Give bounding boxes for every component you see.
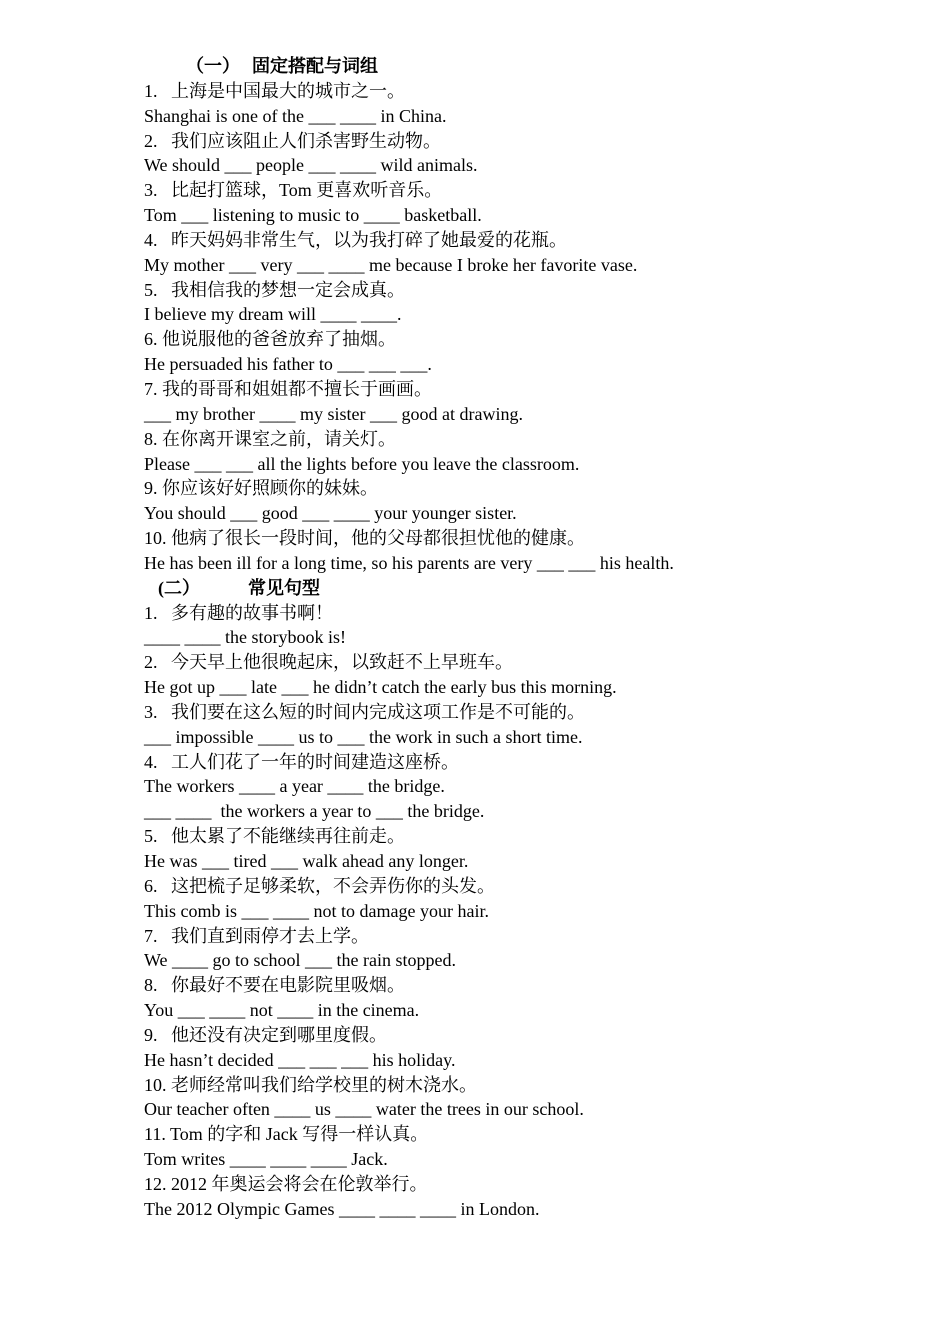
text-line: The 2012 Olympic Games ____ ____ ____ in London. <box>144 1198 540 1219</box>
text-line: We ____ go to school ___ the rain stopped. <box>144 950 457 971</box>
text-line: The workers ____ a year ____ the bridge. <box>144 776 445 797</box>
text-line: 4. 昨天妈妈非常生气，以为我打碎了她最爱的花瓶。 <box>144 229 567 250</box>
text-line: He hasn’t decided ___ ___ ___ his holiday. <box>144 1049 456 1070</box>
text-line: 5. 他太累了不能继续再往前走。 <box>144 826 405 847</box>
section-2-heading <box>144 576 844 601</box>
text-line: 4. 工人们花了一年的时间建造这座桥。 <box>144 751 459 772</box>
text-line: This comb is ___ ____ not to damage your hair. <box>144 900 489 921</box>
section-2-number: (二） <box>158 577 200 598</box>
section-1-title: 固定搭配与词组 <box>252 56 378 76</box>
text-line: 3. 我们要在这么短的时间内完成这项工作是不可能的。 <box>144 701 585 722</box>
text-line: You should ___ good ___ ____ your younger sister. <box>144 503 517 524</box>
text-line: ___ my brother ____ my sister ___ good at drawing. <box>144 403 523 424</box>
text-line: My mother ___ very ___ ____ me because I broke her favorite vase. <box>144 254 638 275</box>
text-line: 11. Tom 的字和 Jack 写得一样认真。 <box>144 1124 429 1145</box>
text-line: He got up ___ late ___ he didn’t catch the early bus this morning. <box>144 677 617 698</box>
text-line: 9. 他还没有决定到哪里度假。 <box>144 1024 387 1045</box>
text-line: He persuaded his father to ___ ___ ___. <box>144 354 432 375</box>
text-line: Tom ___ listening to music to ____ basketball. <box>144 205 482 226</box>
text-line: 2. 我们应该阻止人们杀害野生动物。 <box>144 130 441 151</box>
text-line: 8. 在你离开课室之前，请关灯。 <box>144 428 396 449</box>
text-line: We should ___ people ___ ____ wild animals. <box>144 155 478 176</box>
text-line: Please ___ ___ all the lights before you leave the classroom. <box>144 453 580 474</box>
text-line: You ___ ____ not ____ in the cinema. <box>144 1000 420 1021</box>
text-line: Our teacher often ____ us ____ water the trees in our school. <box>144 1099 584 1120</box>
section-2-title: 常见句型 <box>248 577 320 598</box>
section-2-lines <box>144 601 844 1222</box>
text-line: 8. 你最好不要在电影院里吸烟。 <box>144 975 405 996</box>
text-line: ___ ____ the workers a year to ___ the bridge. <box>144 801 485 822</box>
text-line: 6. 他说服他的爸爸放弃了抽烟。 <box>144 329 396 350</box>
text-line: Shanghai is one of the ___ ____ in China. <box>144 105 447 126</box>
text-line: 6. 这把梳子足够柔软，不会弄伤你的头发。 <box>144 875 495 896</box>
text-line: He has been ill for a long time, so his parents are very ___ ___ his health. <box>144 552 674 573</box>
document-body <box>144 54 844 1222</box>
text-line: 1. 多有趣的故事书啊！ <box>144 602 333 623</box>
section-1-lines <box>144 79 844 576</box>
text-line: 10. 老师经常叫我们给学校里的树木浇水。 <box>144 1074 477 1095</box>
text-line: 9. 你应该好好照顾你的妹妹。 <box>144 478 378 499</box>
text-line: I believe my dream will ____ ____. <box>144 304 402 325</box>
text-line: ___ impossible ____ us to ___ the work in such a short time. <box>144 726 583 747</box>
text-line: 7. 我的哥哥和姐姐都不擅长于画画。 <box>144 378 432 399</box>
text-line: Tom writes ____ ____ ____ Jack. <box>144 1149 388 1170</box>
text-line: 12. 2012 年奥运会将会在伦敦举行。 <box>144 1173 428 1194</box>
text-line: 10. 他病了很长一段时间，他的父母都很担忧他的健康。 <box>144 528 585 549</box>
text-line: ____ ____ the storybook is! <box>144 627 346 648</box>
text-line: 1. 上海是中国最大的城市之一。 <box>144 80 405 101</box>
section-1-number: （一） <box>186 56 240 76</box>
text-line: 3. 比起打篮球，Tom 更喜欢听音乐。 <box>144 180 443 201</box>
text-line: 7. 我们直到雨停才去上学。 <box>144 925 369 946</box>
text-line: 5. 我相信我的梦想一定会成真。 <box>144 279 405 300</box>
text-line: 2. 今天早上他很晚起床，以致赶不上早班车。 <box>144 652 513 673</box>
section-1-heading <box>144 54 844 79</box>
text-line: He was ___ tired ___ walk ahead any longer. <box>144 851 469 871</box>
